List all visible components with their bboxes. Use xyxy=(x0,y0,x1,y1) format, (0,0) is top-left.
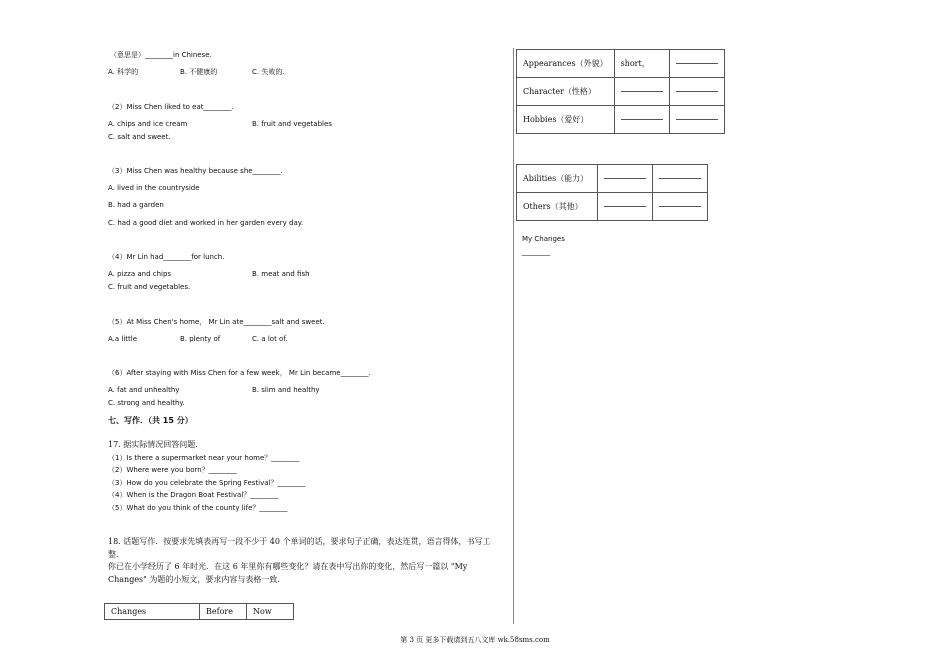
header-before: Before xyxy=(200,604,247,620)
q18-line2: 整． xyxy=(108,550,124,559)
section-title: 七、写作．（共 15 分） xyxy=(108,416,193,425)
q3-stem: （3）Miss Chen was healthy because she________. xyxy=(108,167,283,175)
q1-option-b: B. 不健康的 xyxy=(180,68,218,76)
q17-item: （5）What do you think of the county life？________ xyxy=(108,504,288,512)
q2-option-a: A. chips and ice cream xyxy=(108,120,188,128)
row-label: Appearances（外貌） xyxy=(517,50,615,78)
table-row xyxy=(517,165,708,193)
q4-option-b: B. meat and fish xyxy=(252,270,310,278)
table-row xyxy=(517,106,725,134)
changes-table-top xyxy=(516,49,725,134)
q18-line4: Changes" 为题的小短文，要求内容与表格一致． xyxy=(108,575,286,584)
before-cell: short， xyxy=(614,50,669,78)
page-footer: 第 3 页 更多下载请到五八文库 wk.58sms.com xyxy=(400,636,550,644)
q2-stem: （2）Miss Chen liked to eat________. xyxy=(108,103,234,111)
table-row xyxy=(517,193,708,221)
now-cell xyxy=(669,106,724,134)
before-cell xyxy=(598,165,653,193)
q6-option-c: C. strong and healthy. xyxy=(108,399,185,407)
essay-title: My Changes xyxy=(522,235,565,243)
header-now: Now xyxy=(247,604,294,620)
q3-option-c: C. had a good diet and worked in her garden every day. xyxy=(108,219,304,227)
q1-option-c: C. 失败的. xyxy=(252,68,285,76)
q6-stem: （6）After staying with Miss Chen for a few week， Mr Lin became________. xyxy=(108,369,371,377)
changes-table-header xyxy=(104,603,294,620)
row-label: Abilities（能力） xyxy=(517,165,598,193)
q17-title: 17. 据实际情况回答问题． xyxy=(108,440,204,449)
q5-stem: （5）At Miss Chen's home， Mr Lin ate________salt and sweet. xyxy=(108,318,325,326)
q2-option-b: B. fruit and vegetables xyxy=(252,120,332,128)
intro-line: （意思是）________in Chinese. xyxy=(110,51,212,59)
table-row xyxy=(517,78,725,106)
q6-option-b: B. slim and healthy xyxy=(252,386,320,394)
q3-option-b: B. had a garden xyxy=(108,201,164,209)
q18-line1: 18. 话题写作．按要求先填表再写一段不少于 40 个单词的话，要求句子正确，表达连贯，语言得体，书写工 xyxy=(108,537,491,546)
row-label: Others（其他） xyxy=(517,193,598,221)
now-cell xyxy=(669,78,724,106)
changes-table-bottom xyxy=(516,164,708,221)
q17-item: （4）When is the Dragon Boat Festival？________ xyxy=(108,491,279,499)
now-cell xyxy=(653,193,708,221)
q17-item: （3）How do you celebrate the Spring Festival？________ xyxy=(108,479,306,487)
row-label: Hobbies（爱好） xyxy=(517,106,615,134)
table-row xyxy=(517,50,725,78)
now-cell xyxy=(653,165,708,193)
column-divider xyxy=(513,48,514,624)
q4-option-a: A. pizza and chips xyxy=(108,270,172,278)
q5-option-c: C. a lot of. xyxy=(252,335,288,343)
q3-option-a: A. lived in the countryside xyxy=(108,184,200,192)
essay-blank: ________ xyxy=(522,248,550,256)
q1-option-a: A. 科学的 xyxy=(108,68,139,76)
q6-option-a: A. fat and unhealthy xyxy=(108,386,180,394)
before-cell xyxy=(598,193,653,221)
q17-item: （2）Where were you born？________ xyxy=(108,466,237,474)
q4-option-c: C. fruit and vegetables. xyxy=(108,283,191,291)
q17-item: （1）Is there a supermarket near your home？________ xyxy=(108,454,300,462)
q5-option-a: A.a little xyxy=(108,335,138,343)
before-cell xyxy=(614,78,669,106)
before-cell xyxy=(614,106,669,134)
q18-line3: 你已在小学经历了 6 年时光．在这 6 年里你有哪些变化？请在表中写出你的变化，然后写一篇以 "My xyxy=(108,562,468,571)
q5-option-b: B. plenty of xyxy=(180,335,221,343)
header-changes: Changes xyxy=(105,604,200,620)
now-cell xyxy=(669,50,724,78)
q2-option-c: C. salt and sweet. xyxy=(108,133,171,141)
q4-stem: （4）Mr Lin had________for lunch. xyxy=(108,253,225,261)
row-label: Character（性格） xyxy=(517,78,615,106)
